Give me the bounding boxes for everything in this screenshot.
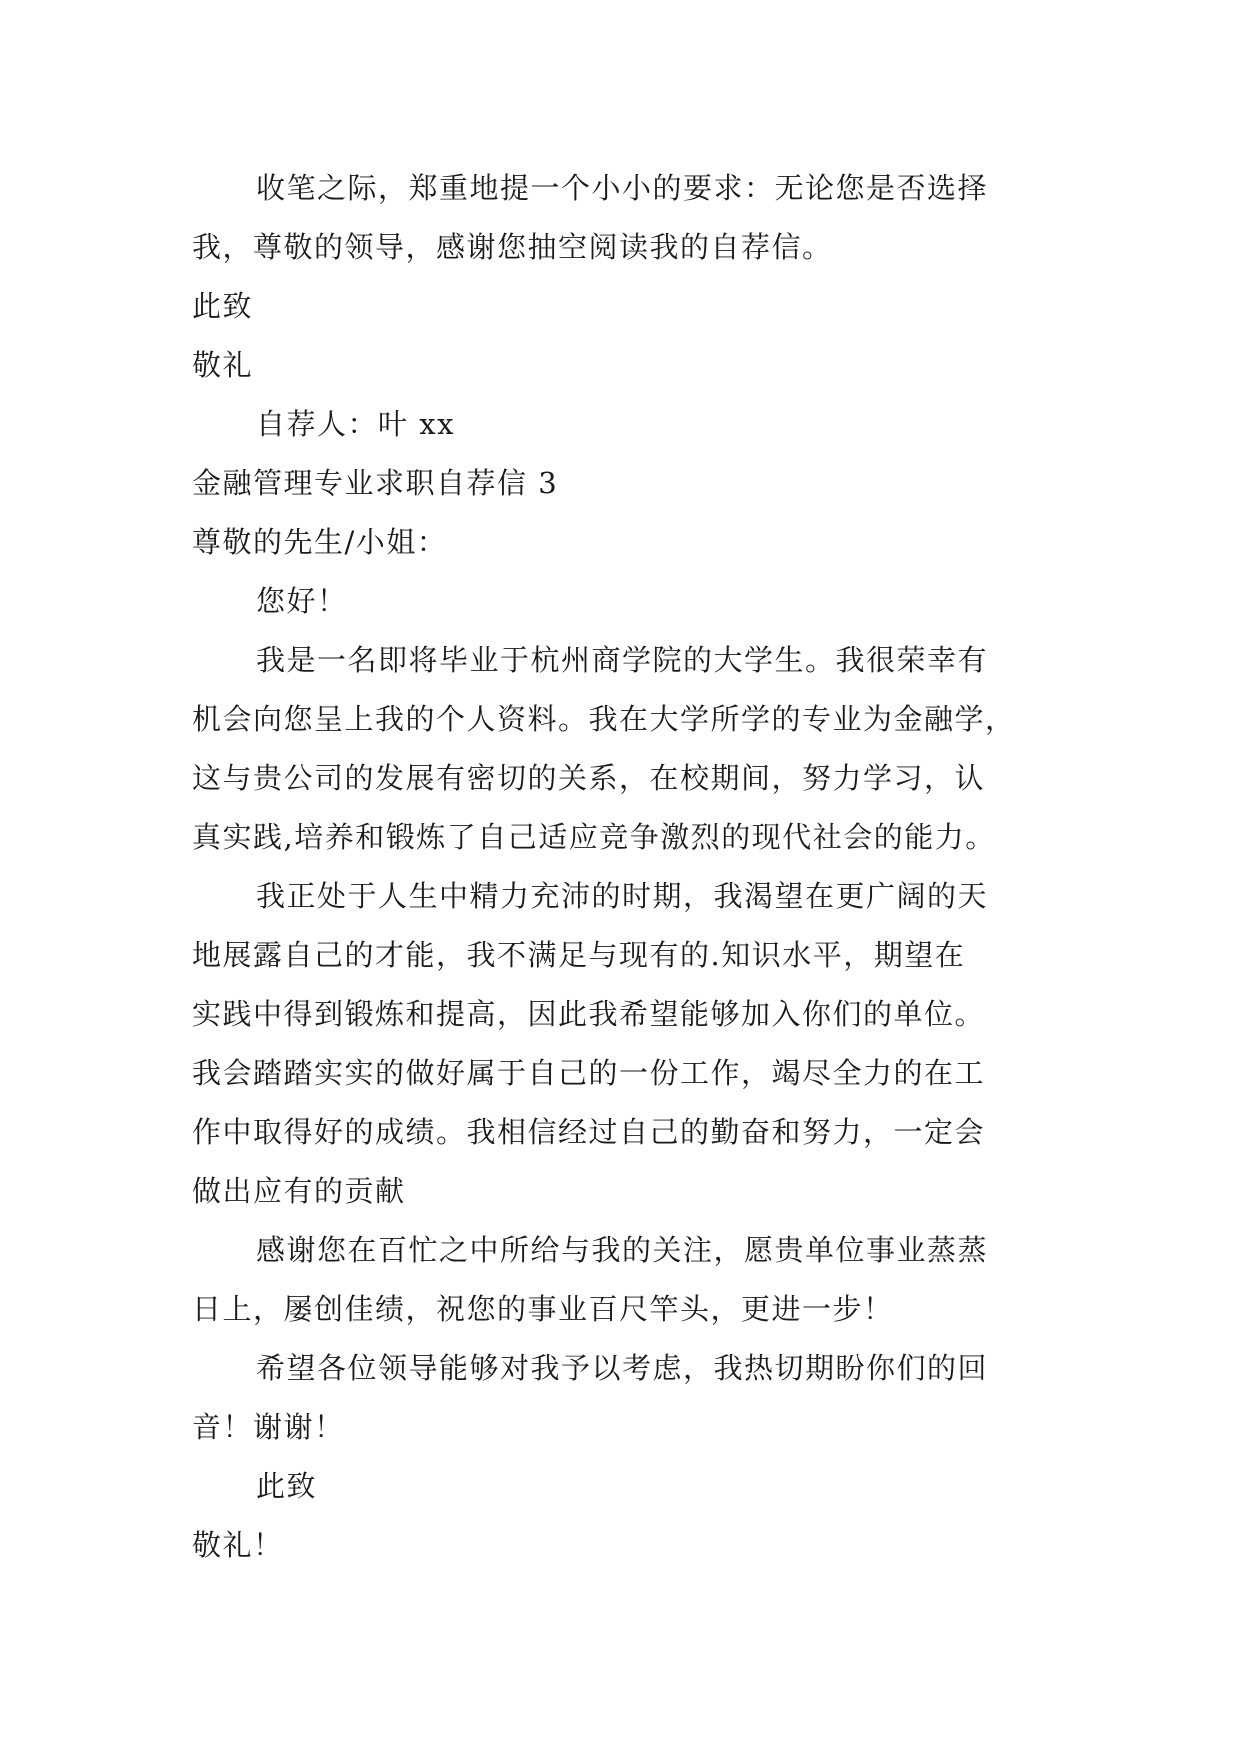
- text-line: 此致: [192, 289, 254, 323]
- text-line: 日上，屡创佳绩，祝您的事业百尺竿头，更进一步！: [192, 1292, 894, 1326]
- text-line: 自荐人：叶 xx: [256, 407, 455, 441]
- text-line: 此致: [256, 1469, 318, 1503]
- text-line: 机会向您呈上我的个人资料。我在大学所学的专业为金融学，: [192, 702, 1016, 736]
- text-line: 我正处于人生中精力充沛的时期，我渴望在更广阔的天: [256, 879, 989, 913]
- text-line: 地展露自己的才能，我不满足与现有的.知识水平，期望在: [192, 938, 966, 972]
- text-line: 我，尊敬的领导，感谢您抽空阅读我的自荐信。: [192, 230, 833, 264]
- text-line: 敬礼！: [192, 1528, 284, 1562]
- text-line: 真实践,培养和锻炼了自己适应竞争激烈的现代社会的能力。: [192, 820, 996, 854]
- text-line: 金融管理专业求职自荐信 3: [192, 466, 559, 500]
- text-line: 做出应有的贡献: [192, 1174, 406, 1208]
- text-line: 我是一名即将毕业于杭州商学院的大学生。我很荣幸有: [256, 643, 989, 677]
- text-line: 感谢您在百忙之中所给与我的关注，愿贵单位事业蒸蒸: [256, 1233, 989, 1267]
- text-line: 敬礼: [192, 348, 254, 382]
- salutation-ci-zhi: [192, 277, 1052, 336]
- salutation-jing-li: [192, 336, 1052, 395]
- paragraph-thanks: [192, 1221, 1052, 1339]
- text-line: 这与贵公司的发展有密切的关系，在校期间，努力学习，认: [192, 761, 986, 795]
- letter-title: [192, 454, 1052, 513]
- paragraph-aspiration: [192, 867, 1052, 1221]
- text-line: 希望各位领导能够对我予以考虑，我热切期盼你们的回: [256, 1351, 989, 1385]
- text-line: 实践中得到锻炼和提高，因此我希望能够加入你们的单位。: [192, 997, 986, 1031]
- greeting-hello: [192, 572, 1052, 631]
- closing-jing-li: [192, 1516, 1052, 1575]
- text-line: 音！谢谢！: [192, 1410, 345, 1444]
- text-line: 收笔之际，郑重地提一个小小的要求：无论您是否选择: [256, 171, 989, 205]
- closing-ci-zhi: [192, 1457, 1052, 1516]
- greeting-recipient: [192, 513, 1052, 572]
- text-line: 尊敬的先生/小姐：: [192, 525, 448, 559]
- text-line: 作中取得好的成绩。我相信经过自己的勤奋和努力，一定会: [192, 1115, 986, 1149]
- text-line: 我会踏踏实实的做好属于自己的一份工作，竭尽全力的在工: [192, 1056, 986, 1090]
- text-line: 您好！: [256, 584, 348, 618]
- letter-body: [192, 159, 1052, 1575]
- paragraph-introduction: [192, 631, 1052, 867]
- paragraph-closing-request: [192, 159, 1052, 277]
- paragraph-hope: [192, 1339, 1052, 1457]
- signature-line: [192, 395, 1052, 454]
